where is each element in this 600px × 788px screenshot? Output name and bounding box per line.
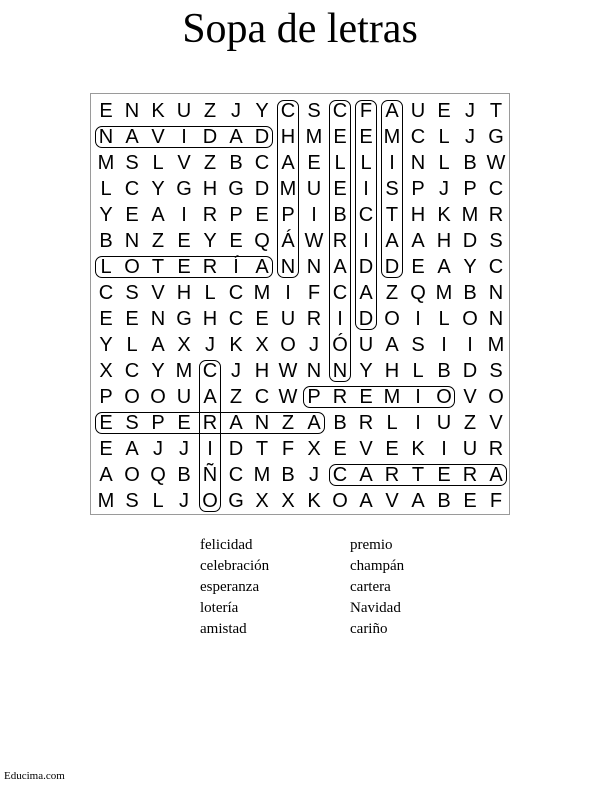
grid-cell[interactable]: W	[304, 230, 324, 252]
grid-cell[interactable]: G	[176, 178, 192, 200]
grid-cell[interactable]: K	[411, 438, 425, 460]
grid-cell[interactable]: N	[124, 100, 140, 122]
grid-cell[interactable]: Y	[99, 204, 113, 226]
grid-cell[interactable]: V	[489, 412, 503, 434]
grid-cell[interactable]: S	[125, 152, 139, 174]
grid-cell[interactable]: E	[333, 438, 347, 460]
grid-cell[interactable]: Y	[151, 178, 165, 200]
word-list-item: premio	[350, 537, 393, 553]
grid-cell[interactable]: Z	[151, 230, 165, 252]
grid-cell[interactable]: N	[280, 256, 296, 278]
grid-cell[interactable]: D	[462, 360, 478, 382]
grid-cell[interactable]: R	[332, 386, 348, 408]
puzzle-title: Sopa de letras	[182, 6, 418, 52]
grid-cell[interactable]: R	[202, 256, 218, 278]
grid-cell[interactable]: E	[411, 256, 425, 278]
grid-cell[interactable]: E	[385, 438, 399, 460]
grid-cell[interactable]: O	[280, 334, 296, 356]
grid-cell[interactable]: D	[254, 178, 270, 200]
grid-cell[interactable]: J	[465, 100, 475, 122]
grid-cell[interactable]: W	[486, 152, 506, 174]
grid-cell[interactable]: J	[231, 100, 241, 122]
grid-cell[interactable]: C	[228, 308, 244, 330]
grid-cell[interactable]: F	[359, 100, 373, 122]
grid-cell[interactable]: K	[151, 100, 165, 122]
grid-cell[interactable]: G	[228, 490, 244, 512]
grid-cell[interactable]: O	[332, 490, 348, 512]
grid-cell[interactable]: L	[152, 152, 164, 174]
grid-cell[interactable]: C	[124, 360, 140, 382]
grid-cell[interactable]: E	[99, 100, 113, 122]
grid-cell[interactable]: M	[97, 490, 115, 512]
grid-cell[interactable]: E	[437, 100, 451, 122]
grid-cell[interactable]: E	[463, 490, 477, 512]
grid-cell[interactable]: M	[175, 360, 193, 382]
grid-cell[interactable]: A	[99, 464, 113, 486]
grid-cell[interactable]: B	[177, 464, 191, 486]
grid-cell[interactable]: H	[384, 360, 400, 382]
grid-cell[interactable]: H	[436, 230, 452, 252]
word-list-item: lotería	[200, 600, 239, 616]
grid-cell[interactable]: A	[359, 490, 373, 512]
grid-cell[interactable]: A	[411, 230, 425, 252]
grid-cell[interactable]: P	[463, 178, 477, 200]
grid-cell[interactable]: E	[229, 230, 243, 252]
grid-cell[interactable]: O	[124, 464, 140, 486]
grid-cell[interactable]: U	[176, 386, 192, 408]
grid-cell[interactable]: R	[488, 204, 504, 226]
grid-cell[interactable]: N	[98, 126, 114, 148]
grid-cell[interactable]: I	[285, 282, 291, 304]
grid-cell[interactable]: I	[311, 204, 317, 226]
grid-cell[interactable]: U	[306, 178, 322, 200]
grid-cell[interactable]: P	[281, 204, 295, 226]
grid-cell[interactable]: Q	[254, 230, 270, 252]
grid-cell[interactable]: Z	[203, 100, 217, 122]
grid-cell[interactable]: V	[151, 126, 165, 148]
grid-cell[interactable]: E	[333, 178, 347, 200]
grid-cell[interactable]: S	[411, 334, 425, 356]
grid-cell[interactable]: U	[462, 438, 478, 460]
grid-cell[interactable]: S	[125, 412, 139, 434]
grid-cell[interactable]: Y	[151, 360, 165, 382]
grid-cell[interactable]: H	[176, 282, 192, 304]
grid-cell[interactable]: Z	[229, 386, 243, 408]
grid-cell[interactable]: B	[437, 490, 451, 512]
grid-cell[interactable]: C	[280, 100, 296, 122]
grid-cell[interactable]: B	[333, 412, 347, 434]
grid-cell[interactable]: O	[124, 386, 140, 408]
grid-cell[interactable]: E	[307, 152, 321, 174]
grid-cell[interactable]: E	[255, 308, 269, 330]
grid-cell[interactable]: N	[488, 282, 504, 304]
grid-cell[interactable]: E	[333, 126, 347, 148]
grid-cell[interactable]: P	[307, 386, 321, 408]
grid-cell[interactable]: H	[280, 126, 296, 148]
grid-cell[interactable]: M	[383, 126, 401, 148]
grid-cell[interactable]: L	[100, 178, 112, 200]
grid-cell[interactable]: M	[97, 152, 115, 174]
grid-cell[interactable]: J	[231, 360, 241, 382]
grid-cell[interactable]: N	[150, 308, 166, 330]
word-list-item: cartera	[350, 579, 391, 595]
grid-cell[interactable]: A	[411, 490, 425, 512]
grid-cell[interactable]: A	[151, 334, 165, 356]
grid-cell[interactable]: L	[334, 152, 346, 174]
grid-cell[interactable]: C	[332, 282, 348, 304]
grid-cell[interactable]: E	[99, 412, 113, 434]
grid-cell[interactable]: I	[363, 230, 369, 252]
grid-cell[interactable]: J	[179, 490, 189, 512]
grid-cell[interactable]: N	[488, 308, 504, 330]
grid-cell[interactable]: Y	[99, 334, 113, 356]
grid-cell[interactable]: Z	[281, 412, 295, 434]
grid-cell[interactable]: Z	[463, 412, 477, 434]
grid-cell[interactable]: U	[410, 100, 426, 122]
grid-cell[interactable]: Y	[463, 256, 477, 278]
grid-cell[interactable]: I	[363, 178, 369, 200]
grid-cell[interactable]: V	[385, 490, 399, 512]
grid-cell[interactable]: S	[125, 490, 139, 512]
grid-cell[interactable]: O	[462, 308, 478, 330]
grid-cell[interactable]: D	[202, 126, 218, 148]
grid-cell[interactable]: T	[385, 204, 399, 226]
grid-cell[interactable]: E	[177, 230, 191, 252]
grid-cell[interactable]: G	[488, 126, 504, 148]
grid-cell[interactable]: Q	[410, 282, 426, 304]
grid-cell[interactable]: Q	[150, 464, 166, 486]
grid-cell[interactable]: R	[384, 464, 400, 486]
grid-cell[interactable]: I	[337, 308, 343, 330]
grid-cell[interactable]: I	[415, 412, 421, 434]
grid-cell[interactable]: Z	[385, 282, 399, 304]
grid-cell[interactable]: U	[436, 412, 452, 434]
grid-cell[interactable]: I	[467, 334, 473, 356]
grid-cell[interactable]: A	[255, 256, 269, 278]
word-list-item: esperanza	[200, 579, 260, 595]
grid-cell[interactable]: M	[461, 204, 479, 226]
grid-cell[interactable]: W	[278, 360, 298, 382]
grid-cell[interactable]: A	[229, 126, 243, 148]
grid-cell[interactable]: E	[99, 308, 113, 330]
grid-cell[interactable]: V	[463, 386, 477, 408]
word-list-item: champán	[350, 558, 405, 574]
grid-cell[interactable]: G	[176, 308, 192, 330]
grid-cell[interactable]: C	[254, 386, 270, 408]
grid-cell[interactable]: M	[383, 386, 401, 408]
grid-cell[interactable]: Ñ	[202, 464, 218, 486]
grid-cell[interactable]: I	[441, 334, 447, 356]
grid-cell[interactable]: P	[411, 178, 425, 200]
grid-cell[interactable]: S	[489, 230, 503, 252]
grid-cell[interactable]: D	[358, 256, 374, 278]
grid-cell[interactable]: E	[437, 464, 451, 486]
grid-cell[interactable]: V	[359, 438, 373, 460]
grid-cell[interactable]: B	[463, 152, 477, 174]
grid-cell[interactable]: J	[465, 126, 475, 148]
grid-cell[interactable]: M	[253, 282, 271, 304]
grid-cell[interactable]: O	[150, 386, 166, 408]
grid-cell[interactable]: I	[415, 386, 421, 408]
grid-cell[interactable]: M	[253, 464, 271, 486]
grid-cell[interactable]: E	[359, 386, 373, 408]
grid-cell[interactable]: Y	[255, 100, 269, 122]
grid-cell[interactable]: M	[279, 178, 297, 200]
grid-cell[interactable]: A	[359, 282, 373, 304]
grid-cell[interactable]: U	[358, 334, 374, 356]
grid-cell[interactable]: N	[332, 360, 348, 382]
grid-cell[interactable]: A	[437, 256, 451, 278]
grid-cell[interactable]: K	[437, 204, 451, 226]
grid-cell[interactable]: K	[307, 490, 321, 512]
grid-cell[interactable]: E	[359, 126, 373, 148]
grid-cell[interactable]: L	[438, 152, 450, 174]
grid-cell[interactable]: D	[358, 308, 374, 330]
grid-cell[interactable]: D	[462, 230, 478, 252]
grid-cell[interactable]: J	[309, 464, 319, 486]
grid-cell[interactable]: R	[358, 412, 374, 434]
grid-cell[interactable]: X	[177, 334, 191, 356]
grid-cell[interactable]: X	[307, 438, 321, 460]
grid-cell[interactable]: T	[255, 438, 269, 460]
grid-cell[interactable]: M	[487, 334, 505, 356]
grid-cell[interactable]: I	[389, 152, 395, 174]
word-list-item: cariño	[350, 621, 388, 637]
grid-cell[interactable]: C	[254, 152, 270, 174]
grid-cell[interactable]: B	[229, 152, 243, 174]
grid-cell[interactable]: C	[228, 464, 244, 486]
word-list-item: Navidad	[350, 600, 401, 616]
grid-cell[interactable]: A	[385, 334, 399, 356]
grid-cell[interactable]: P	[99, 386, 113, 408]
grid-cell[interactable]: L	[126, 334, 138, 356]
grid-cell[interactable]: V	[151, 282, 165, 304]
grid-cell[interactable]: S	[489, 360, 503, 382]
grid-cell[interactable]: O	[488, 386, 504, 408]
grid-cell[interactable]: J	[205, 334, 215, 356]
grid-cell[interactable]: N	[124, 230, 140, 252]
grid-cell[interactable]: E	[125, 204, 139, 226]
grid-cell[interactable]: O	[202, 490, 218, 512]
grid-cell[interactable]: T	[489, 100, 503, 122]
grid-cell[interactable]: A	[333, 256, 347, 278]
grid-cell[interactable]: E	[177, 412, 191, 434]
grid-cell[interactable]: N	[410, 152, 426, 174]
grid-cell[interactable]: E	[177, 256, 191, 278]
grid-cell[interactable]: S	[385, 178, 399, 200]
grid-cell[interactable]: H	[410, 204, 426, 226]
grid-cell[interactable]: N	[306, 360, 322, 382]
grid-cell[interactable]: O	[384, 308, 400, 330]
grid-cell[interactable]: I	[207, 438, 213, 460]
grid-cell[interactable]: F	[281, 438, 295, 460]
grid-cell[interactable]: C	[488, 256, 504, 278]
grid-cell[interactable]: L	[360, 152, 372, 174]
grid-cell[interactable]: Y	[203, 230, 217, 252]
grid-cell[interactable]: R	[202, 204, 218, 226]
grid-cell[interactable]: L	[152, 490, 164, 512]
grid-cell[interactable]: U	[176, 100, 192, 122]
grid-cell[interactable]: V	[177, 152, 191, 174]
grid-cell[interactable]: H	[202, 178, 218, 200]
grid-cell[interactable]: K	[229, 334, 243, 356]
grid-cell[interactable]: X	[255, 490, 269, 512]
grid-cell[interactable]: A	[229, 412, 243, 434]
grid-cell[interactable]: M	[435, 282, 453, 304]
grid-cell[interactable]: Á	[281, 230, 295, 252]
grid-cell[interactable]: L	[386, 412, 398, 434]
grid-cell[interactable]: A	[307, 412, 321, 434]
grid-cell[interactable]: X	[99, 360, 113, 382]
grid-cell[interactable]: C	[410, 126, 426, 148]
grid-cell[interactable]: A	[125, 126, 139, 148]
grid-cell[interactable]: Y	[359, 360, 373, 382]
grid-cell[interactable]: O	[124, 256, 140, 278]
grid-cell[interactable]: N	[306, 256, 322, 278]
grid-cell[interactable]: I	[181, 204, 187, 226]
grid-cell[interactable]: J	[309, 334, 319, 356]
grid-cell[interactable]: C	[488, 178, 504, 200]
grid-cell[interactable]: C	[358, 204, 374, 226]
grid-cell[interactable]: A	[151, 204, 165, 226]
grid-cell[interactable]: A	[203, 386, 217, 408]
word-list-left	[200, 535, 269, 640]
grid-cell[interactable]: I	[441, 438, 447, 460]
grid-cell[interactable]: J	[179, 438, 189, 460]
grid-cell[interactable]: P	[151, 412, 165, 434]
grid-cell[interactable]: I	[415, 308, 421, 330]
grid-cell[interactable]: B	[281, 464, 295, 486]
grid-cell[interactable]: J	[153, 438, 163, 460]
grid-cell[interactable]: A	[385, 100, 399, 122]
grid-cell[interactable]: L	[438, 126, 450, 148]
grid-cell[interactable]: C	[332, 100, 348, 122]
grid-cell[interactable]: E	[99, 438, 113, 460]
grid-cell[interactable]: R	[202, 412, 218, 434]
grid-cell[interactable]: Í	[233, 256, 239, 278]
letter-grid	[93, 98, 509, 514]
grid-cell[interactable]: E	[125, 308, 139, 330]
grid-cell[interactable]: H	[254, 360, 270, 382]
grid-cell[interactable]: A	[359, 464, 373, 486]
grid-cell[interactable]: F	[307, 282, 321, 304]
grid-cell[interactable]: H	[202, 308, 218, 330]
grid-cell[interactable]: D	[384, 256, 400, 278]
grid-cell[interactable]: S	[307, 100, 321, 122]
grid-cell[interactable]: L	[100, 256, 112, 278]
grid-cell[interactable]: A	[385, 230, 399, 252]
grid-cell[interactable]: P	[229, 204, 243, 226]
grid-cell[interactable]: B	[99, 230, 113, 252]
word-list-item: felicidad	[200, 537, 253, 553]
grid-cell[interactable]: Z	[203, 152, 217, 174]
grid-cell[interactable]: E	[255, 204, 269, 226]
grid-cell[interactable]: T	[411, 464, 425, 486]
grid-cell[interactable]: W	[278, 386, 298, 408]
grid-cell[interactable]: D	[228, 438, 244, 460]
grid-cell[interactable]: B	[463, 282, 477, 304]
word-list-right	[350, 535, 404, 640]
grid-cell[interactable]: R	[332, 230, 348, 252]
grid-cell[interactable]: N	[254, 412, 270, 434]
grid-cell[interactable]: B	[437, 360, 451, 382]
grid-cell[interactable]: A	[281, 152, 295, 174]
grid-cell[interactable]: C	[202, 360, 218, 382]
grid-cell[interactable]: X	[255, 334, 269, 356]
grid-cell[interactable]: D	[254, 126, 270, 148]
grid-cell[interactable]: C	[332, 464, 348, 486]
grid-cell[interactable]: I	[181, 126, 187, 148]
grid-cell[interactable]: B	[333, 204, 347, 226]
grid-cell[interactable]: A	[489, 464, 503, 486]
grid-cell[interactable]: T	[151, 256, 165, 278]
grid-cell[interactable]: M	[305, 126, 323, 148]
grid-cell[interactable]: J	[439, 178, 449, 200]
grid-cell[interactable]: L	[438, 308, 450, 330]
word-list-item: celebración	[200, 558, 270, 574]
grid-cell[interactable]: Ó	[332, 334, 348, 356]
credit-text: Educima.com	[4, 770, 65, 782]
word-list-item: amistad	[200, 621, 247, 637]
grid-cell[interactable]: C	[124, 178, 140, 200]
grid-cell[interactable]: C	[228, 282, 244, 304]
grid-cell[interactable]: R	[488, 438, 504, 460]
grid-cell[interactable]: X	[281, 490, 295, 512]
grid-cell[interactable]: R	[306, 308, 322, 330]
grid-cell[interactable]: L	[412, 360, 424, 382]
grid-cell[interactable]: U	[280, 308, 296, 330]
grid-cell[interactable]: O	[436, 386, 452, 408]
grid-cell[interactable]: L	[204, 282, 216, 304]
grid-cell[interactable]: G	[228, 178, 244, 200]
grid-cell[interactable]: C	[98, 282, 114, 304]
grid-cell[interactable]: S	[125, 282, 139, 304]
grid-cell[interactable]: A	[125, 438, 139, 460]
grid-cell[interactable]: R	[462, 464, 478, 486]
grid-cell[interactable]: F	[489, 490, 503, 512]
